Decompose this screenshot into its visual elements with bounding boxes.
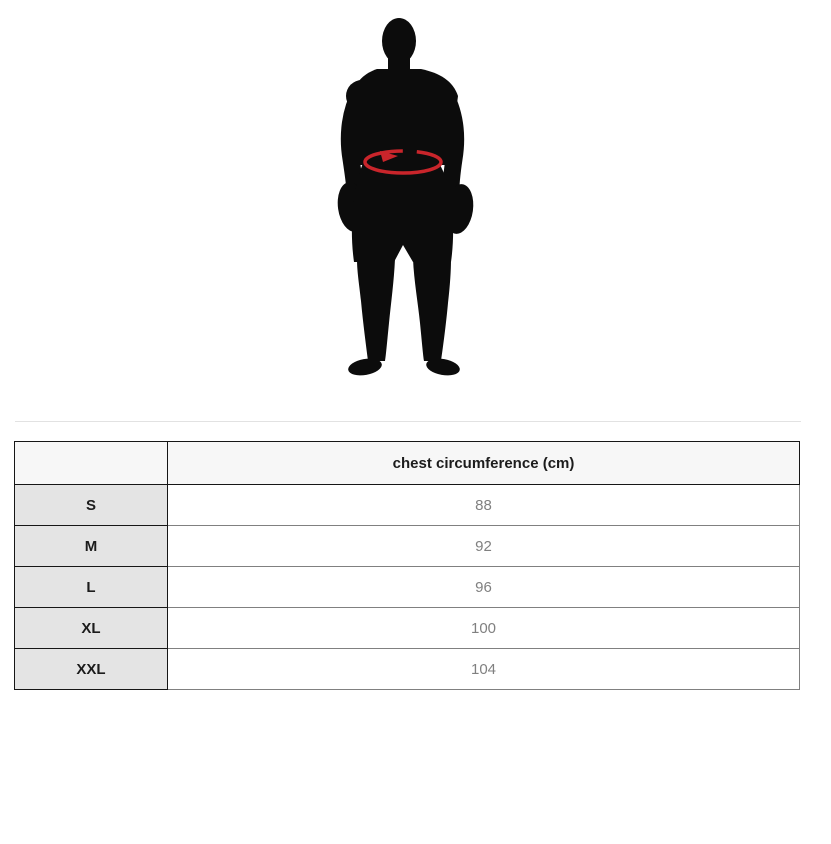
corner-header-cell <box>15 442 168 485</box>
table-row-m <box>15 526 800 567</box>
table-header-row <box>15 442 800 485</box>
size-value-cell: 92 <box>168 526 800 567</box>
size-label-cell: S <box>15 485 168 526</box>
table-row-s <box>15 485 800 526</box>
section-divider <box>15 421 801 422</box>
size-guide-illustration <box>337 17 477 379</box>
size-chart-table <box>14 441 800 690</box>
table-row-xl <box>15 608 800 649</box>
silhouette-right-leg <box>413 259 451 361</box>
silhouette-trunks <box>352 153 453 262</box>
size-value-cell: 104 <box>168 649 800 690</box>
silhouette-left-leg <box>357 259 395 361</box>
boxer-silhouette-graphic <box>337 17 477 379</box>
size-value-cell: 100 <box>168 608 800 649</box>
table-row-l <box>15 567 800 608</box>
size-value-cell: 88 <box>168 485 800 526</box>
table-row-xxl <box>15 649 800 690</box>
measurement-header-cell: chest circumference (cm) <box>168 442 800 485</box>
size-label-cell: XL <box>15 608 168 649</box>
size-value-cell: 96 <box>168 567 800 608</box>
size-label-cell: M <box>15 526 168 567</box>
boxer-silhouette <box>337 18 476 378</box>
size-label-cell: XXL <box>15 649 168 690</box>
size-label-cell: L <box>15 567 168 608</box>
